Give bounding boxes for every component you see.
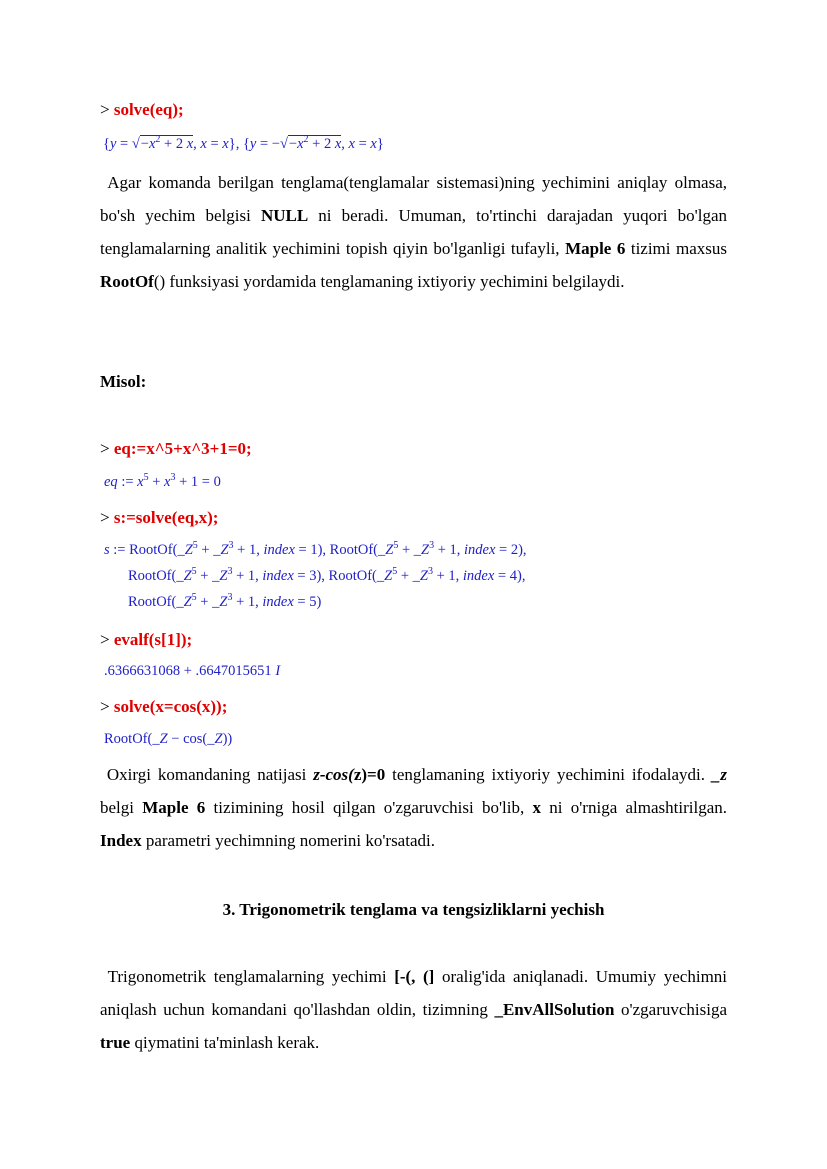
maple-output-solve-eq: {$y = √-x^2 + 2$ x, x = x}, {$y = -√-x^2 + 2$ x, x = x} bbox=[103, 134, 384, 152]
paragraph-null-rootof: Agar komanda berilgan tenglama(tenglamalar sistemasi)ning yechimini aniqlay olmasa, bo'sh yechim belgisi NULL ni beradi. Umuman, to'rtinchi darajadan yuqori bo'lgan tenglamalarning analitik yechimini topish qiyin bo'lganligi tufayli, Maple 6 tizimi maxsus RootOf() funksiyasi yordamida tenglamaning ixtiyoriy yechimini belgilaydi. bbox=[100, 173, 728, 291]
maple-output-solve-cos: RootOf(_Z − cos(_Z)) bbox=[104, 731, 233, 747]
command-text: solve(eq); bbox=[113, 100, 184, 119]
maple-output-s-line2: $RootOf(\_Z^5$ + $\_Z^3 + 1$, index = 3), $RootOf(\_Z^5$ + $\_Z^3 + 1$, index = 4), bbox=[128, 566, 526, 584]
paragraph-trig-solutions: Trigonometrik tenglamalarning yechimi [-(, (] oralig'ida aniqlanadi. Umumiy yechimni aniqlash uchun komandani qo'llashdan oldin, tizimning _EnvAllSolution o'zgaruvchisiga true qiymatini ta'minlash kerak. bbox=[100, 967, 728, 1052]
maple-command-solve-cos: > solve(x=cos(x)); bbox=[100, 697, 228, 716]
maple-output-evalf: .6366631068 + .6647015651 I bbox=[104, 663, 281, 679]
maple-command-evalf: > evalf(s[1]); bbox=[100, 630, 193, 649]
paragraph-rootof-explanation: Oxirgi komandaning natijasi z-cos(z)=0 tenglamaning ixtiyoriy yechimini ifodalaydi. _z belgi Maple 6 tizimining hosil qilgan o'zgaruvchisi bo'lib, x ni o'rniga almashtirilgan. Index parametri yechimning nomerini ko'rsatadi. bbox=[100, 765, 728, 850]
maple-command-s-solve: > s:=solve(eq,x); bbox=[100, 508, 219, 527]
maple-output-eq: eq := $x^5 + x^3 + 1 = 0$ bbox=[104, 472, 221, 490]
prompt-symbol: > bbox=[100, 100, 110, 119]
maple-output-s-line1: s := $RootOf(\_Z^5$ + $\_Z^3 + 1$, index = 1), $RootOf(\_Z^5$ + $\_Z^3 + 1$, index = 2), bbox=[104, 540, 527, 558]
maple-command-eq: > eq:=x^5+x^3+1=0; bbox=[100, 439, 252, 458]
maple-command-solve-eq bbox=[100, 100, 184, 120]
maple-output-s-line3: $RootOf(\_Z^5$ + $\_Z^3 + 1$, index = 5) bbox=[128, 592, 322, 610]
example-label: Misol: bbox=[100, 372, 147, 391]
section-heading: 3. Trigonometrik tenglama va tengsizliklarni yechish bbox=[222, 900, 605, 919]
